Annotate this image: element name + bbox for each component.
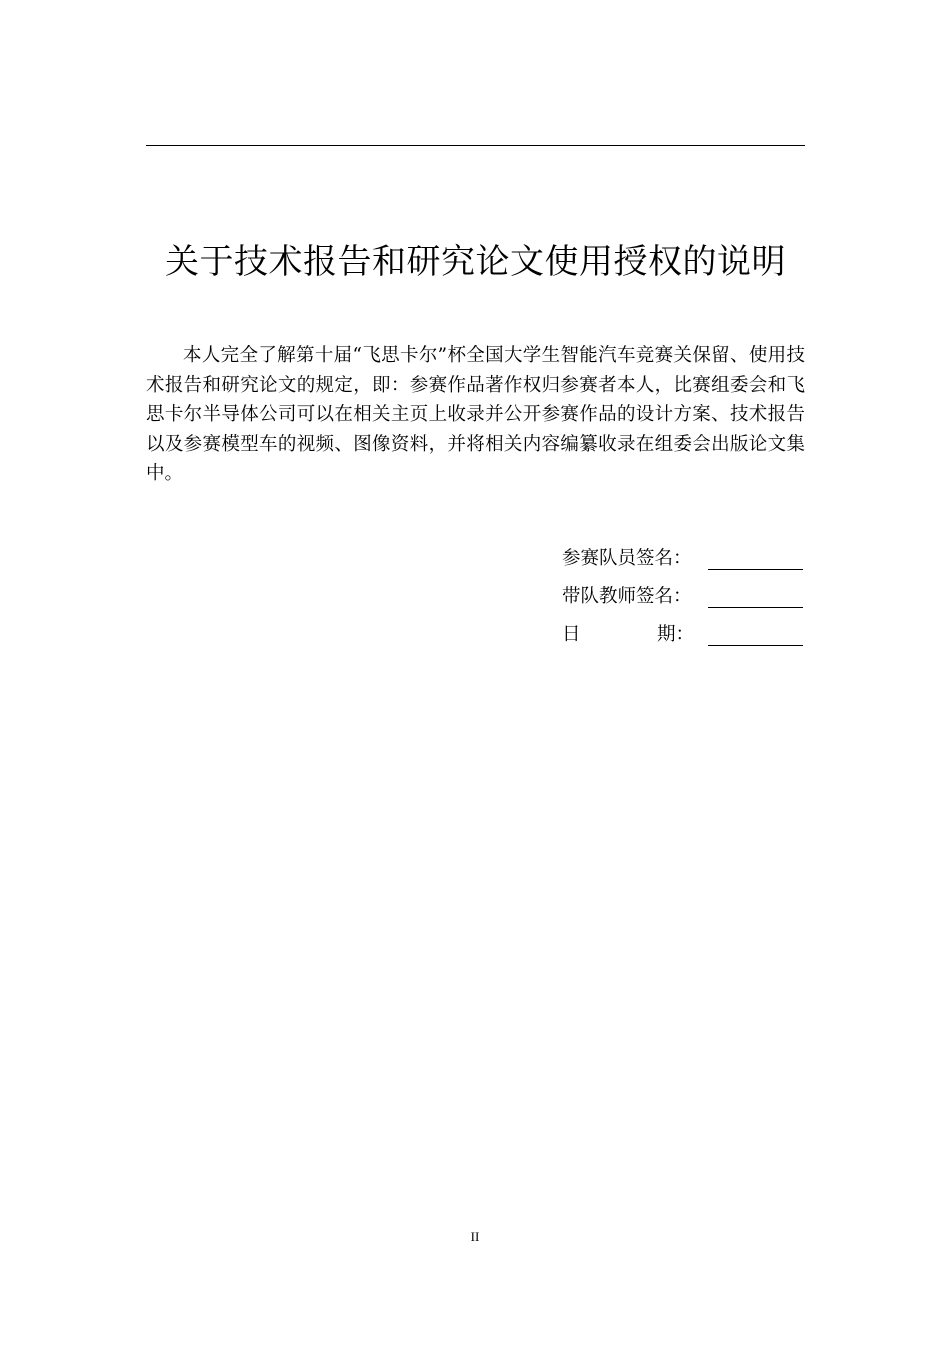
team-member-signature-label: 参赛队员签名： <box>562 548 692 569</box>
teacher-signature-line[interactable] <box>708 585 803 608</box>
team-member-signature-line[interactable] <box>708 547 803 570</box>
document-title: 关于技术报告和研究论文使用授权的说明 <box>165 242 786 282</box>
date-label-right: 期： <box>656 624 694 645</box>
teacher-signature-row <box>562 570 805 608</box>
team-member-signature-row <box>562 532 805 570</box>
teacher-signature-label: 带队教师签名： <box>562 586 692 607</box>
date-line[interactable] <box>708 623 803 646</box>
header-rule <box>146 145 805 146</box>
signature-block <box>562 532 805 646</box>
page-number: II <box>470 1229 480 1244</box>
date-label-left: 日 <box>562 624 581 645</box>
date-label <box>562 620 694 646</box>
authorization-statement: 本人完全了解第十届“飞思卡尔”杯全国大学生智能汽车竞赛关保留、使用技术报告和研究论文的规定，即：参赛作品著作权归参赛者本人，比赛组委会和飞思卡尔半导体公司可以在相关主页上收录并公开参赛作品的设计方案、技术报告以及参赛模型车的视频、图像资料，并将相关内容编纂收录在组委会出版论文集中。 <box>146 345 805 484</box>
date-row <box>562 608 805 646</box>
